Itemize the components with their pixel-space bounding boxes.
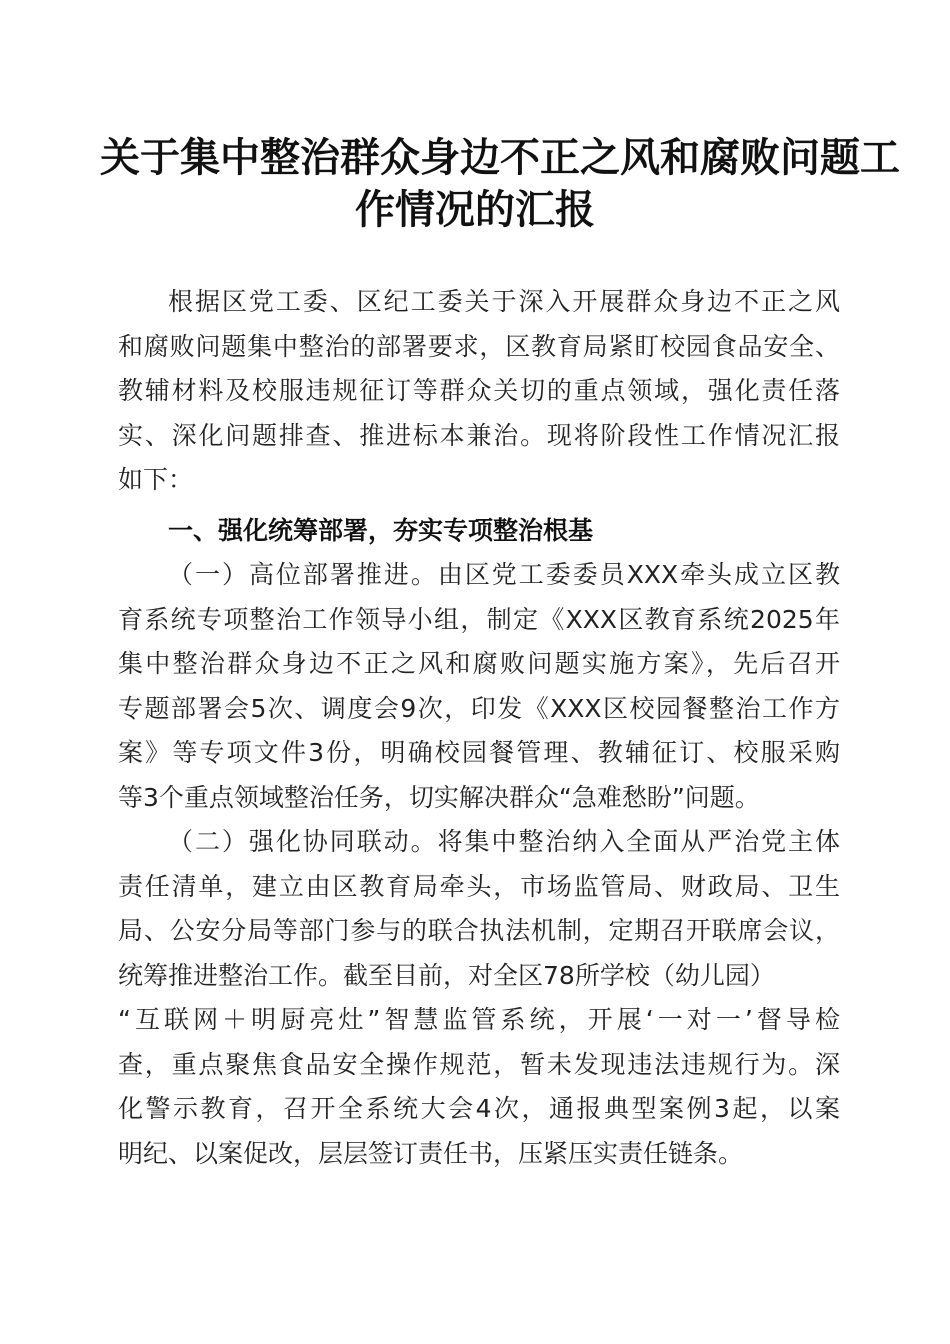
subsection-2-line-8: 明纪、以案促改，层层签订责任书，压紧压实责任链条。 bbox=[118, 1138, 744, 1168]
subsection-2-paragraph bbox=[118, 820, 840, 1176]
intro-paragraph bbox=[118, 280, 840, 503]
intro-line-3: 教辅材料及校服违规征订等群众关切的重点领域，强化责任落 bbox=[118, 376, 840, 405]
document-title bbox=[100, 132, 900, 236]
intro-line-1: 根据区党工委、区纪工委关于深入开展群众身边不正之风 bbox=[168, 287, 840, 316]
subsection-2-line-4: 统筹推进整治工作。截至目前，对全区78所学校（幼儿园） bbox=[118, 960, 775, 990]
section-heading-text: 一、强化统筹部署，夯实专项整治根基 bbox=[168, 515, 594, 545]
subsection-1-line-3: 集中整治群众身边不正之风和腐败问题实施方案》，先后召开 bbox=[118, 649, 840, 678]
intro-line-4: 实、深化问题排查、推进标本兼治。现将阶段性工作情况汇报 bbox=[118, 420, 840, 450]
subsection-1-line-2: 育系统专项整治工作领导小组，制定《XXX区教育系统2025年 bbox=[118, 604, 840, 634]
subsection-1-line-4: 专题部署会5次、调度会9次，印发《XXX区校园餐整治工作方 bbox=[118, 693, 840, 723]
section-1-heading bbox=[118, 509, 840, 554]
intro-line-2: 和腐败问题集中整治的部署要求，区教育局紧盯校园食品安全、 bbox=[118, 331, 840, 361]
subsection-2-line-2: 责任清单，建立由区教育局牵头，市场监管局、财政局、卫生 bbox=[118, 871, 840, 901]
subsection-2-line-7: 化警示教育，召开全系统大会4次，通报典型案例3起，以案 bbox=[118, 1094, 840, 1123]
subsection-1-line-1: （一）高位部署推进。由区党工委委员XXX牵头成立区教 bbox=[168, 560, 840, 589]
subsection-2-line-5: “互联网＋明厨亮灶”智慧监管系统，开展‘一对一’督导检 bbox=[118, 1005, 840, 1034]
subsection-2-line-6: 查，重点聚焦食品安全操作规范，暂未发现违法违规行为。深 bbox=[118, 1049, 840, 1079]
subsection-1-line-6: 等3个重点领域整治任务，切实解决群众“急难愁盼”问题。 bbox=[118, 782, 760, 812]
title-line-1: 关于集中整治群众身边不正之风和腐败问题工 bbox=[100, 134, 900, 181]
subsection-1-line-5: 案》等专项文件3份，明确校园餐管理、教辅征订、校服采购 bbox=[118, 738, 840, 767]
title-line-2: 作情况的汇报 bbox=[355, 186, 595, 233]
subsection-1-paragraph bbox=[118, 553, 840, 820]
subsection-2-line-3: 局、公安分局等部门参与的联合执法机制，定期召开联席会议， bbox=[118, 916, 840, 945]
document-body bbox=[118, 280, 840, 1176]
intro-line-5: 如下： bbox=[118, 465, 194, 494]
subsection-2-line-1: （二）强化协同联动。将集中整治纳入全面从严治党主体 bbox=[168, 827, 840, 856]
